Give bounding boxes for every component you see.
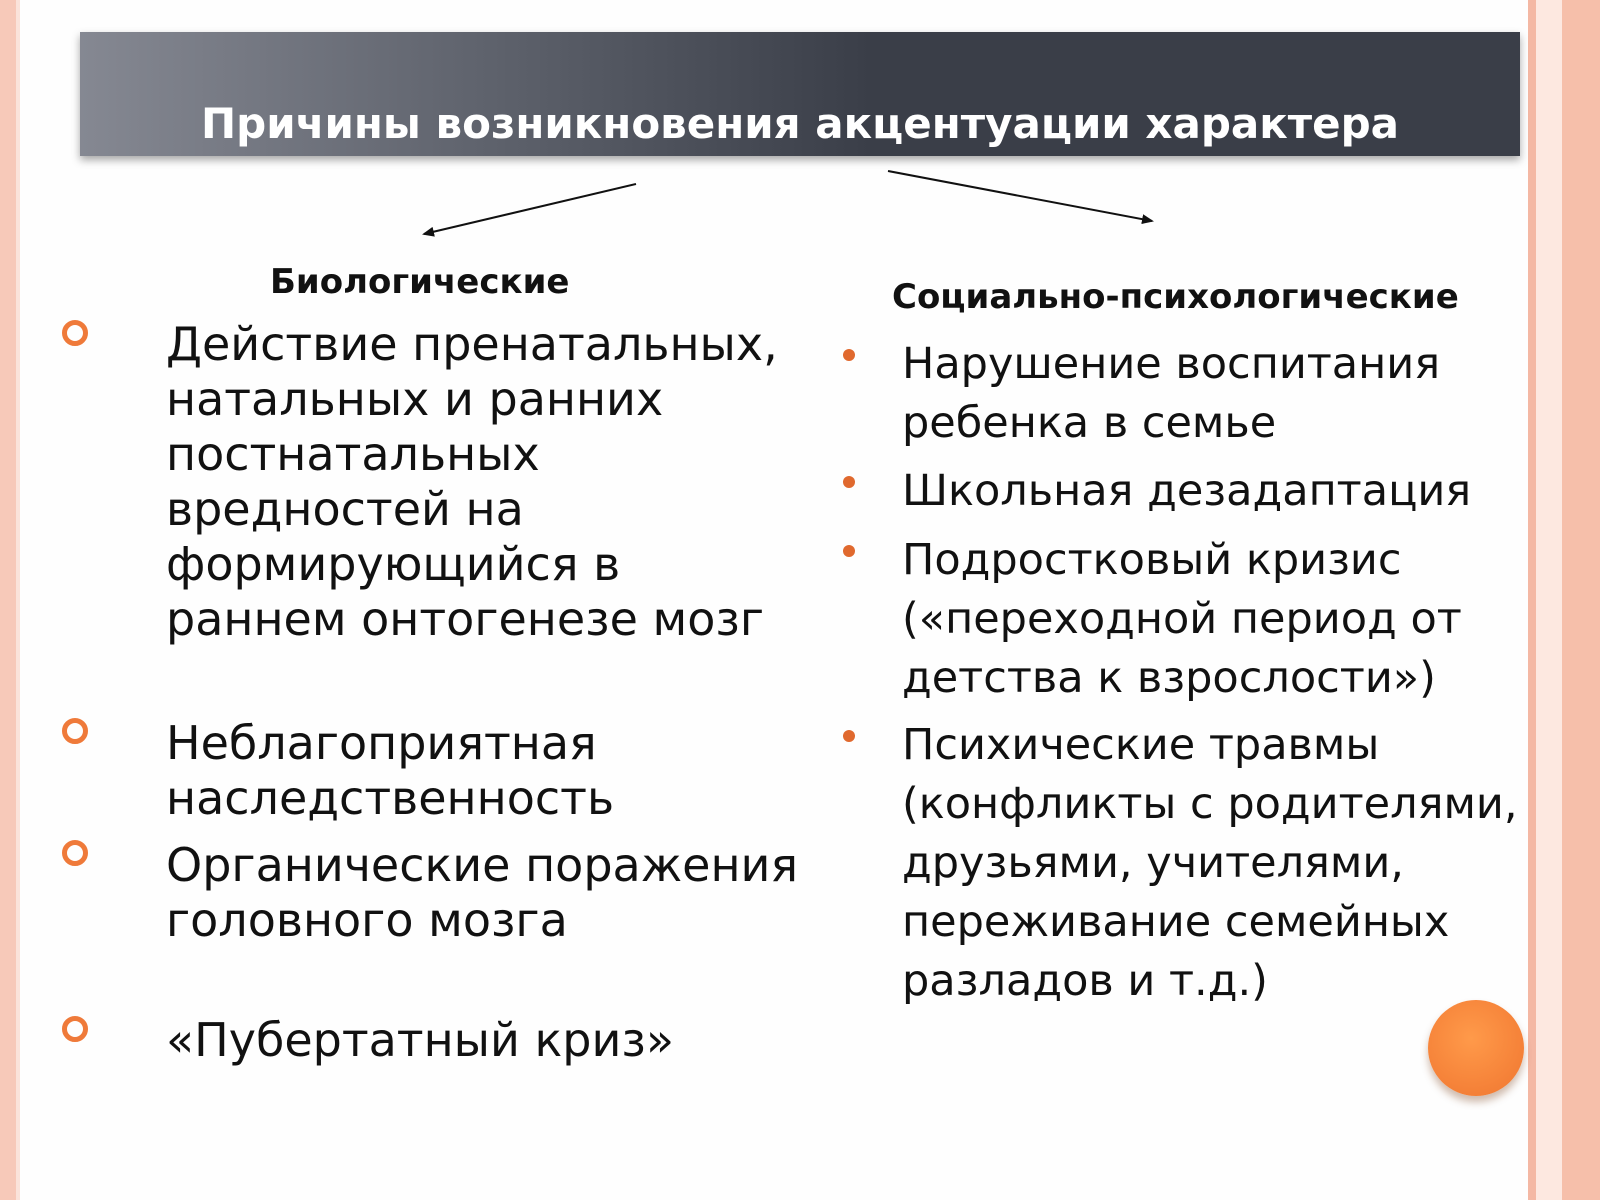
social-item: Нарушение воспитания ребенка в семье xyxy=(902,339,1441,448)
arrow-to-biological xyxy=(424,184,636,234)
hollow-circle-bullet-icon xyxy=(62,840,88,866)
hollow-circle-bullet-icon xyxy=(62,1016,88,1042)
dot-bullet-icon xyxy=(843,349,855,361)
orange-circle-decoration xyxy=(1428,1000,1524,1096)
hollow-circle-bullet-icon xyxy=(62,320,88,346)
social-item: Психические травмы (конфликты с родителями, друзьями, учителями, переживание семейных разладов и т.д.) xyxy=(902,720,1518,1006)
biological-heading: Биологические xyxy=(270,262,570,302)
slide-title: Причины возникновения акцентуации характера xyxy=(200,99,1400,148)
social-item: Подростковый кризис («переходной период от детства к взрослости») xyxy=(902,535,1462,703)
arrow-to-social xyxy=(888,171,1152,221)
dot-bullet-icon xyxy=(843,730,855,742)
social-item: Школьная дезадаптация xyxy=(902,466,1472,516)
hollow-circle-bullet-icon xyxy=(62,718,88,744)
dot-bullet-icon xyxy=(843,545,855,557)
biological-item: «Пубертатный криз» xyxy=(166,1013,674,1067)
social-heading: Социально-психологические xyxy=(892,277,1459,317)
biological-item: Действие пренатальных, натальных и ранних постнатальных вредностей на формирующийся в раннем онтогенезе мозг xyxy=(166,317,778,646)
biological-item: Неблагоприятная наследственность xyxy=(166,716,615,825)
branch-arrows xyxy=(0,0,1600,260)
dot-bullet-icon xyxy=(843,476,855,488)
biological-item: Органические поражения головного мозга xyxy=(166,838,799,947)
